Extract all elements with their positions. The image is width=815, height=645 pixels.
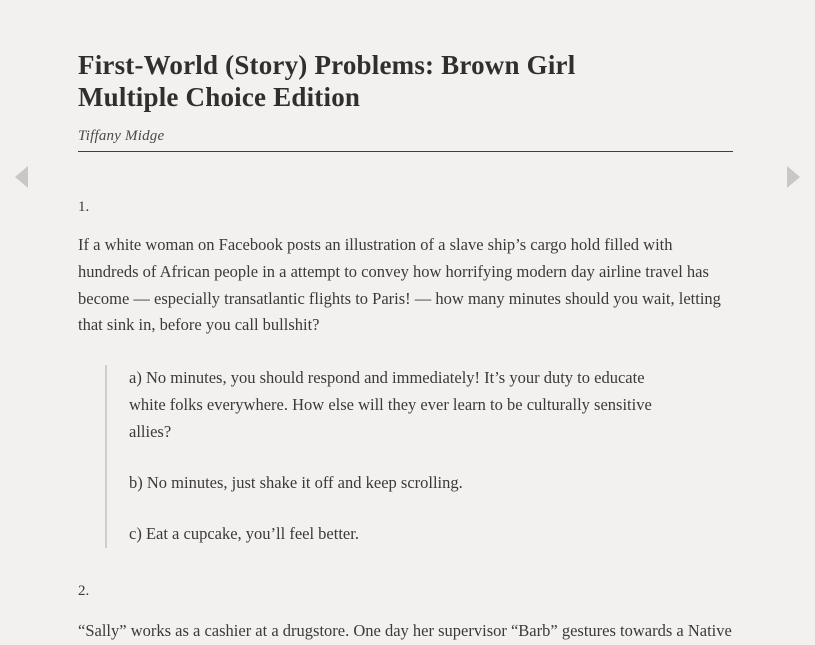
next-article-arrow-icon[interactable]: [787, 166, 800, 188]
question-text-2: “Sally” works as a cashier at a drugstore. One day her supervisor “Barb” gestures towards a Native: [78, 620, 732, 640]
list-item: a) No minutes, you should respond and immediately! It’s your duty to educate white folks everywhere. How else will they ever learn to be culturally sensitive allies?: [129, 368, 652, 442]
byline-container: [78, 127, 733, 152]
question-number-1: 1.: [78, 198, 90, 215]
author-byline: Tiffany Midge: [78, 127, 165, 144]
list-item: c) Eat a cupcake, you’ll feel better.: [129, 523, 359, 543]
question-text-1: If a white woman on Facebook posts an illustration of a slave ship’s cargo hold filled with hundreds of African people in a attempt to convey how horrifying modern day airline travel has become — especially transatlantic flights to Paris! — how many minutes should you wait, letting that sink in, before you call bullshit?: [78, 234, 721, 335]
list-item: b) No minutes, just shake it off and keep scrolling.: [129, 472, 463, 492]
page-title: First-World (Story) Problems: Brown Girl Multiple Choice Edition: [78, 50, 576, 112]
choice-list-1: [105, 365, 733, 547]
question-number-2: 2.: [78, 582, 90, 599]
article-content: [78, 0, 733, 645]
previous-article-arrow-icon[interactable]: [15, 166, 28, 188]
